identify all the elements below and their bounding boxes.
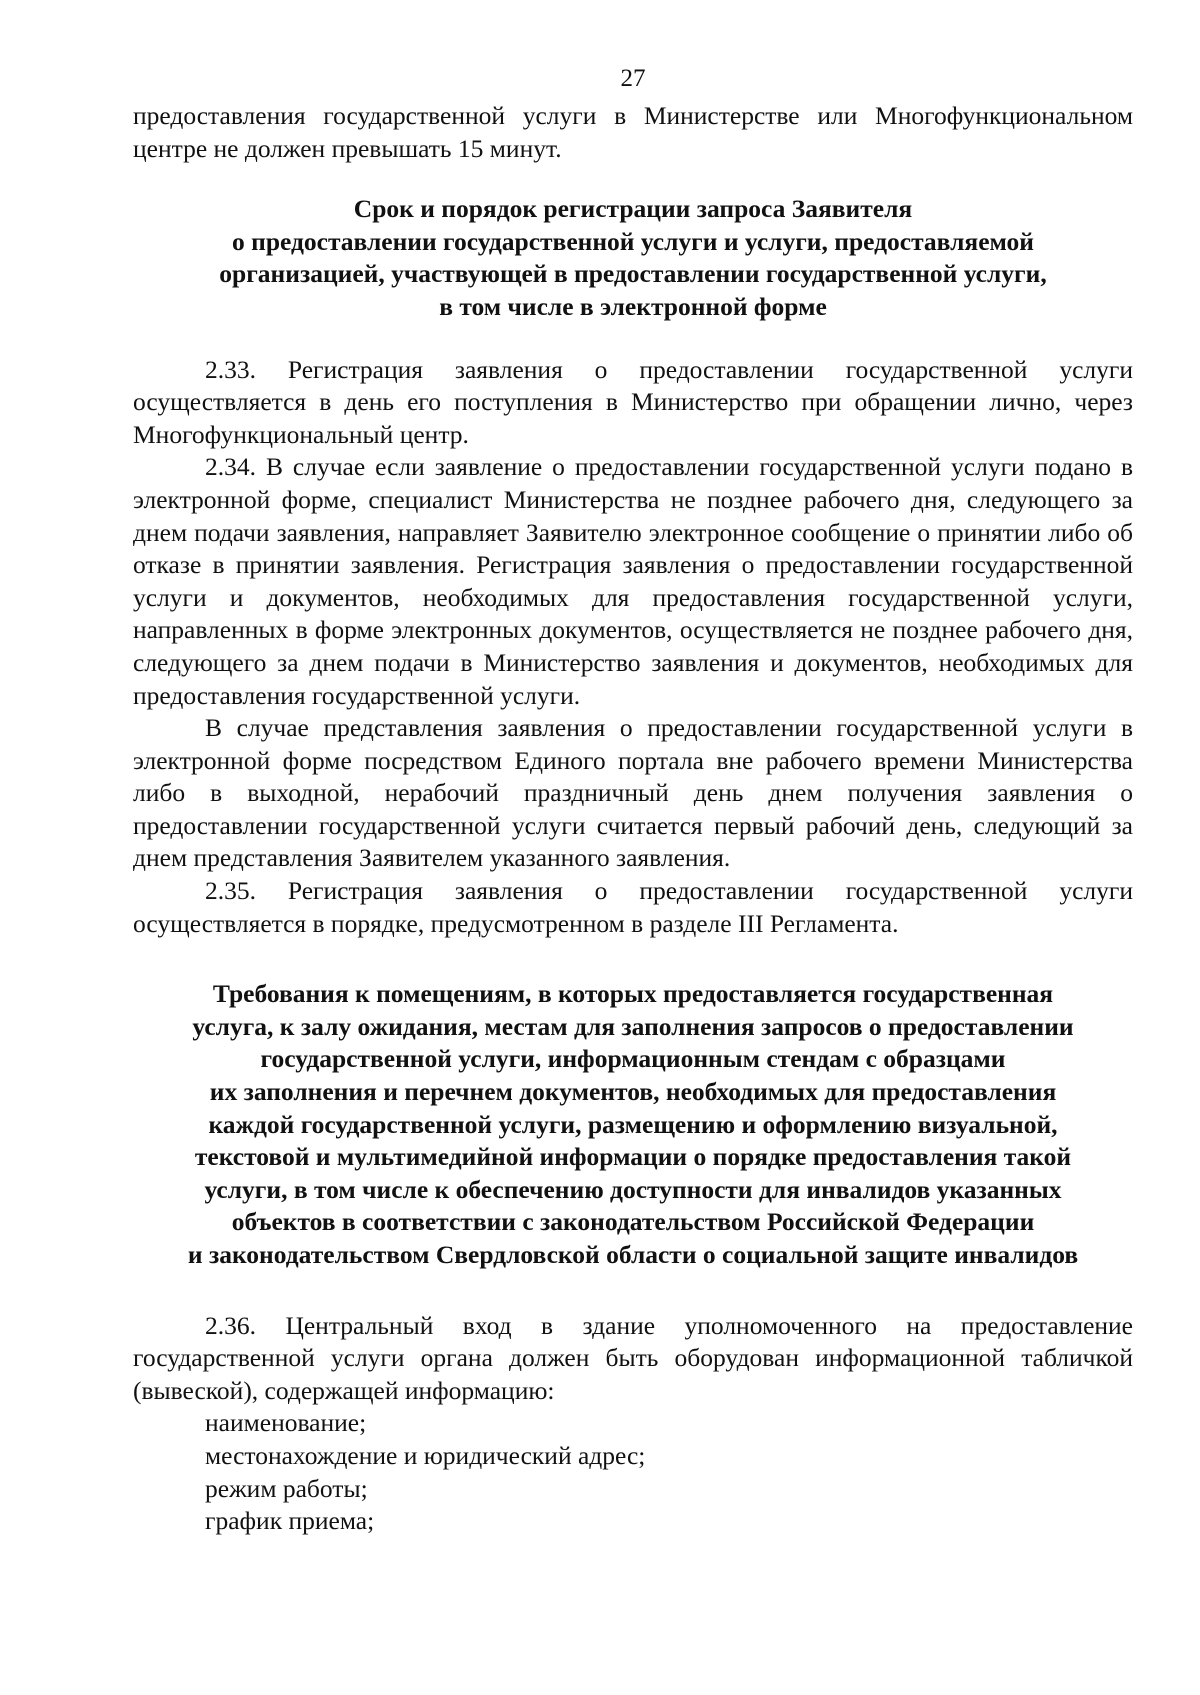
paragraph-2-34: 2.34. В случае если заявление о предоставлении государственной услуги подано в электронной форме, специалист Министерства не позднее рабочего дня, следующего за днем подачи заявления, направляет Заявителю электронное сообщение о принятии либо об отказе в принятии заявления. Регистрация заявления о предоставлении государственной услуги и документов, необходимых для предоставления государственной услуги, направленных в форме электронных документов, осуществляется не позднее рабочего дня, следующего за днем подачи в Министерство заявления и документов, необходимых для предоставления государственной услуги. xyxy=(133,452,1133,710)
list-item: режим работы; xyxy=(205,1473,368,1503)
section-heading-registration xyxy=(133,193,1133,323)
heading-line: объектов в соответствии с законодательством Российской Федерации xyxy=(231,1207,1035,1237)
paragraph-2-35: 2.35. Регистрация заявления о предоставлении государственной услуги осуществляется в порядке, предусмотренном в разделе III Регламента. xyxy=(133,876,1133,938)
list-item: местонахождение и юридический адрес; xyxy=(205,1440,646,1470)
paragraph-electronic-submission: В случае представления заявления о предоставлении государственной услуги в электронной форме посредством Единого портала вне рабочего времени Министерства либо в выходной, нерабочий праздничный день днем получения заявления о предоставлении государственной услуги считается первый рабочий день, следующий за днем представления Заявителем указанного заявления. xyxy=(133,713,1133,873)
heading-line: Срок и порядок регистрации запроса Заявителя xyxy=(353,194,913,224)
heading-line: услуги, в том числе к обеспечению доступности для инвалидов указанных xyxy=(204,1174,1062,1204)
heading-line: организацией, участвующей в предоставлении государственной услуги, xyxy=(219,259,1047,289)
heading-line: и законодательством Свердловской области о социальной защите инвалидов xyxy=(187,1240,1079,1269)
paragraph-2-33: 2.33. Регистрация заявления о предоставлении государственной услуги осуществляется в день его поступления в Министерство при обращении лично, через Многофункциональный центр. xyxy=(133,354,1133,449)
heading-line: Требования к помещениям, в которых предоставляется государственная xyxy=(212,979,1054,1009)
heading-line: услуга, к залу ожидания, местам для заполнения запросов о предоставлении xyxy=(192,1011,1074,1041)
info-sign-list xyxy=(133,1407,1133,1537)
list-item: наименование; xyxy=(205,1408,367,1438)
section-heading-premises xyxy=(133,978,1133,1271)
heading-line: государственной услуги, информационным стендам с образцами xyxy=(260,1044,1006,1074)
list-item: график приема; xyxy=(205,1506,375,1536)
heading-line: в том числе в электронной форме xyxy=(439,291,827,321)
paragraph-2-36: 2.36. Центральный вход в здание уполномоченного на предоставление государственной услуги органа должен быть оборудован информационной табличкой (вывеской), содержащей информацию: xyxy=(133,1310,1133,1405)
heading-line: их заполнения и перечнем документов, необходимых для предоставления xyxy=(209,1077,1057,1107)
heading-line: каждой государственной услуги, размещению и оформлению визуальной, xyxy=(208,1109,1058,1139)
heading-line: о предоставлении государственной услуги и услуги, предоставляемой xyxy=(232,226,1034,256)
intro-paragraph: предоставления государственной услуги в Министерстве или Многофункциональном центре не должен превышать 15 минут. xyxy=(133,101,1133,163)
page-number: 27 xyxy=(620,65,646,92)
document-page xyxy=(133,64,1133,1538)
heading-line: текстовой и мультимедийной информации о порядке предоставления такой xyxy=(194,1142,1072,1172)
